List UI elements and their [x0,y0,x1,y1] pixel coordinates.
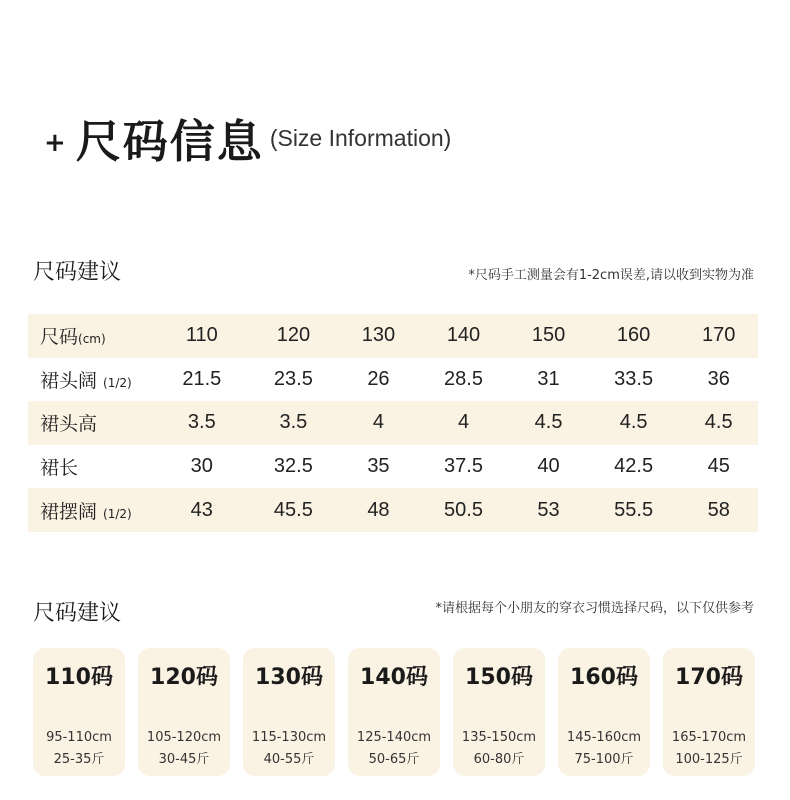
table-cell: 150 [509,314,588,358]
card-weight-range: 30-45斤 [158,752,210,767]
card-size: 130码 [255,665,323,690]
size-card [558,648,650,776]
card-weight-range: 25-35斤 [53,752,105,767]
table-cell: 4.5 [588,401,680,445]
table-cell: 36 [707,367,730,390]
table-cell: 35 [367,455,390,478]
table-cell: 120 [248,314,340,358]
card-size: 140码 [360,665,428,690]
card-height-range: 165-170cm [671,730,747,745]
table-cell: 58 [679,488,758,532]
table-cell: 37.5 [444,455,483,478]
plus-icon: + [44,128,66,158]
card-weight-range: 60-80斤 [473,752,525,767]
table-cell: 40 [537,455,560,478]
row-label-unit: (cm) [78,332,106,347]
table-cell: 4.5 [679,401,758,445]
table-cell: 32.5 [273,455,313,478]
row-label-text: 裙头高 [40,413,98,436]
card-size: 110码 [45,665,113,690]
table-cell: 42.5 [614,455,654,478]
row-label-text: 裙头阔 [40,369,98,392]
table-cell: 33.5 [614,367,654,390]
card-height-range: 145-160cm [566,730,642,745]
card-size: 120码 [150,665,218,690]
table-cell: 21.5 [182,367,222,390]
table-cell: 45.5 [248,488,340,532]
table-cell: 110 [156,314,248,358]
recommendation-note: *请根据每个小朋友的穿衣习惯选择尺码，以下仅供参考 [435,601,754,616]
row-label-unit: (1/2) [103,375,132,390]
card-height-range: 135-150cm [461,730,537,745]
card-weight-range: 75-100斤 [574,752,634,767]
row-label-text: 裙长 [40,457,79,480]
table-cell: 3.5 [156,401,248,445]
card-size: 170码 [675,665,743,690]
table-row [28,401,758,445]
table-cell: 23.5 [273,367,313,390]
card-height-range: 115-130cm [251,730,327,745]
row-label [28,314,156,358]
size-card [138,648,230,776]
table-cell: 55.5 [588,488,680,532]
card-weight-range: 50-65斤 [368,752,420,767]
size-cards [33,648,755,776]
size-card [348,648,440,776]
table-row [28,358,758,402]
card-height-range: 105-120cm [146,730,222,745]
size-card [243,648,335,776]
table-row [28,314,758,358]
card-height-range: 95-110cm [46,730,112,745]
card-weight-range: 100-125斤 [675,752,743,767]
card-size: 150码 [465,665,533,690]
table-cell: 31 [537,367,560,390]
size-card [33,648,125,776]
table-cell: 26 [367,367,390,390]
table-row [28,445,758,489]
table-cell: 3.5 [248,401,340,445]
section-label-measurements: 尺码建议 [33,260,122,285]
card-weight-range: 40-55斤 [263,752,315,767]
table-cell: 48 [339,488,418,532]
card-height-range: 125-140cm [356,730,432,745]
size-card [453,648,545,776]
row-label [28,445,156,489]
page-title [44,100,451,170]
title-english: (Size Information) [269,125,452,151]
table-cell: 4 [339,401,418,445]
title-chinese: 尺码信息 [75,115,264,168]
row-label-unit: (1/2) [103,506,132,521]
size-card [663,648,755,776]
row-label [28,488,156,532]
table-cell: 43 [156,488,248,532]
row-label-text: 尺码 [40,326,79,349]
table-cell: 160 [588,314,680,358]
row-label [28,358,156,402]
size-table [28,314,758,532]
table-cell: 4 [418,401,510,445]
table-cell: 45 [707,455,730,478]
row-label [28,401,156,445]
table-cell: 130 [339,314,418,358]
row-label-text: 裙摆阔 [40,500,98,523]
measurement-note: *尺码手工测量会有1-2cm误差,请以收到实物为准 [468,268,754,283]
table-cell: 50.5 [418,488,510,532]
section-label-recommendation: 尺码建议 [33,601,122,626]
table-cell: 140 [418,314,510,358]
table-cell: 4.5 [509,401,588,445]
table-cell: 170 [679,314,758,358]
table-cell: 28.5 [444,367,483,390]
table-row [28,488,758,532]
card-size: 160码 [570,665,638,690]
table-cell: 53 [509,488,588,532]
table-cell: 30 [190,455,213,478]
